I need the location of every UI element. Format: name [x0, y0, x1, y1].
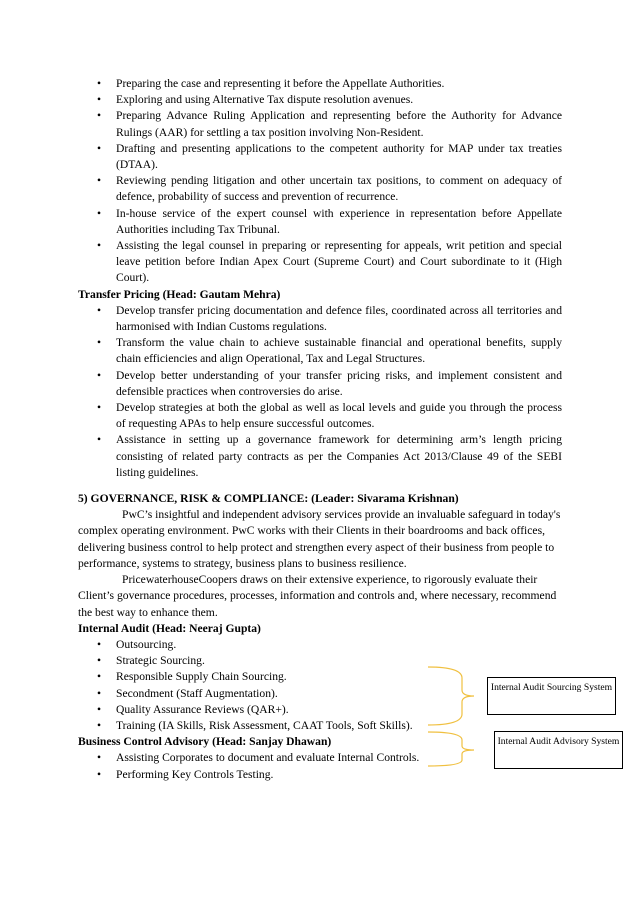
list-item: • Strategic Sourcing.	[78, 653, 562, 669]
list-item: • Performing Key Controls Testing.	[78, 767, 562, 783]
list-item: • Quality Assurance Reviews (QAR+).	[78, 702, 562, 718]
list-item: • Assisting the legal counsel in preparing or representing for appeals, writ petition and special leave petition before Indian Apex Court (Supreme Court) and Court subordinate to it (High Court).	[78, 238, 562, 287]
list-item: • Drafting and presenting applications to the competent authority for MAP under tax treaties (DTAA).	[78, 141, 562, 173]
business-control-heading: Business Control Advisory (Head: Sanjay Dhawan)	[78, 735, 332, 749]
internal-audit-heading: Internal Audit (Head: Neeraj Gupta)	[78, 621, 261, 635]
grc-paragraph-2: PricewaterhouseCoopers draws on their extensive experience, to rigorously evaluate their Client’s governance procedures, processes, information and controls and, where necessary, recommend the best way to enhance them.	[78, 573, 557, 619]
list-item: • Preparing Advance Ruling Application and representing before the Authority for Advance Rulings (AAR) for settling a tax position involving Non-Resident.	[78, 108, 562, 140]
list-item: • Reviewing pending litigation and other uncertain tax positions, to comment on adequacy of defence, probability of success and prevention of recurrence.	[78, 173, 562, 205]
list-item: • Develop strategies at both the global as well as local levels and guide you through the process of requesting APAs to help ensure successful outcomes.	[78, 400, 562, 432]
transfer-pricing-heading: Transfer Pricing (Head: Gautam Mehra)	[78, 287, 281, 301]
business-control-list	[78, 750, 562, 782]
tax-dispute-list	[78, 76, 562, 287]
list-item: • Responsible Supply Chain Sourcing.	[78, 669, 562, 685]
list-item: • Exploring and using Alternative Tax dispute resolution avenues.	[78, 92, 562, 108]
transfer-pricing-list	[78, 303, 562, 481]
list-item: • Preparing the case and representing it before the Appellate Authorities.	[78, 76, 562, 92]
list-item: • Develop transfer pricing documentation and defence files, coordinated across all territories and harmonised with Indian Customs regulations.	[78, 303, 562, 335]
list-item: • Secondment (Staff Augmentation).	[78, 686, 562, 702]
list-item: • Assistance in setting up a governance framework for determining arm’s length pricing consisting of related party contracts as per the Companies Act 2013/Clause 49 of the SEBI listing guidelines.	[78, 432, 562, 481]
internal-audit-advisory-box: Internal Audit Advisory System	[494, 731, 623, 769]
list-item: • Transform the value chain to achieve sustainable financial and operational benefits, supply chain efficiencies and align Operational, Tax and Legal Structures.	[78, 335, 562, 367]
list-item: • Outsourcing.	[78, 637, 562, 653]
list-item: • In-house service of the expert counsel with experience in representation before Appellate Authorities including Tax Tribunal.	[78, 206, 562, 238]
grc-paragraph-1: PwC’s insightful and independent advisory services provide an invaluable safeguard in today's complex operating environment. PwC works with their Clients in their boardrooms and back offices, delivering business control to help protect and strengthen every aspect of their business from people to performance, systems to strategy, business plans to business resilience.	[78, 508, 561, 570]
internal-audit-sourcing-box: Internal Audit Sourcing System	[487, 677, 616, 715]
list-item: • Assisting Corporates to document and evaluate Internal Controls.	[78, 750, 562, 766]
list-item: • Training (IA Skills, Risk Assessment, CAAT Tools, Soft Skills).	[78, 718, 562, 734]
spacer	[78, 481, 562, 491]
list-item: • Develop better understanding of your transfer pricing risks, and implement consistent and defensible practices when controversies do arise.	[78, 368, 562, 400]
grc-heading: 5) GOVERNANCE, RISK & COMPLIANCE: (Leader: Sivarama Krishnan)	[78, 492, 459, 506]
